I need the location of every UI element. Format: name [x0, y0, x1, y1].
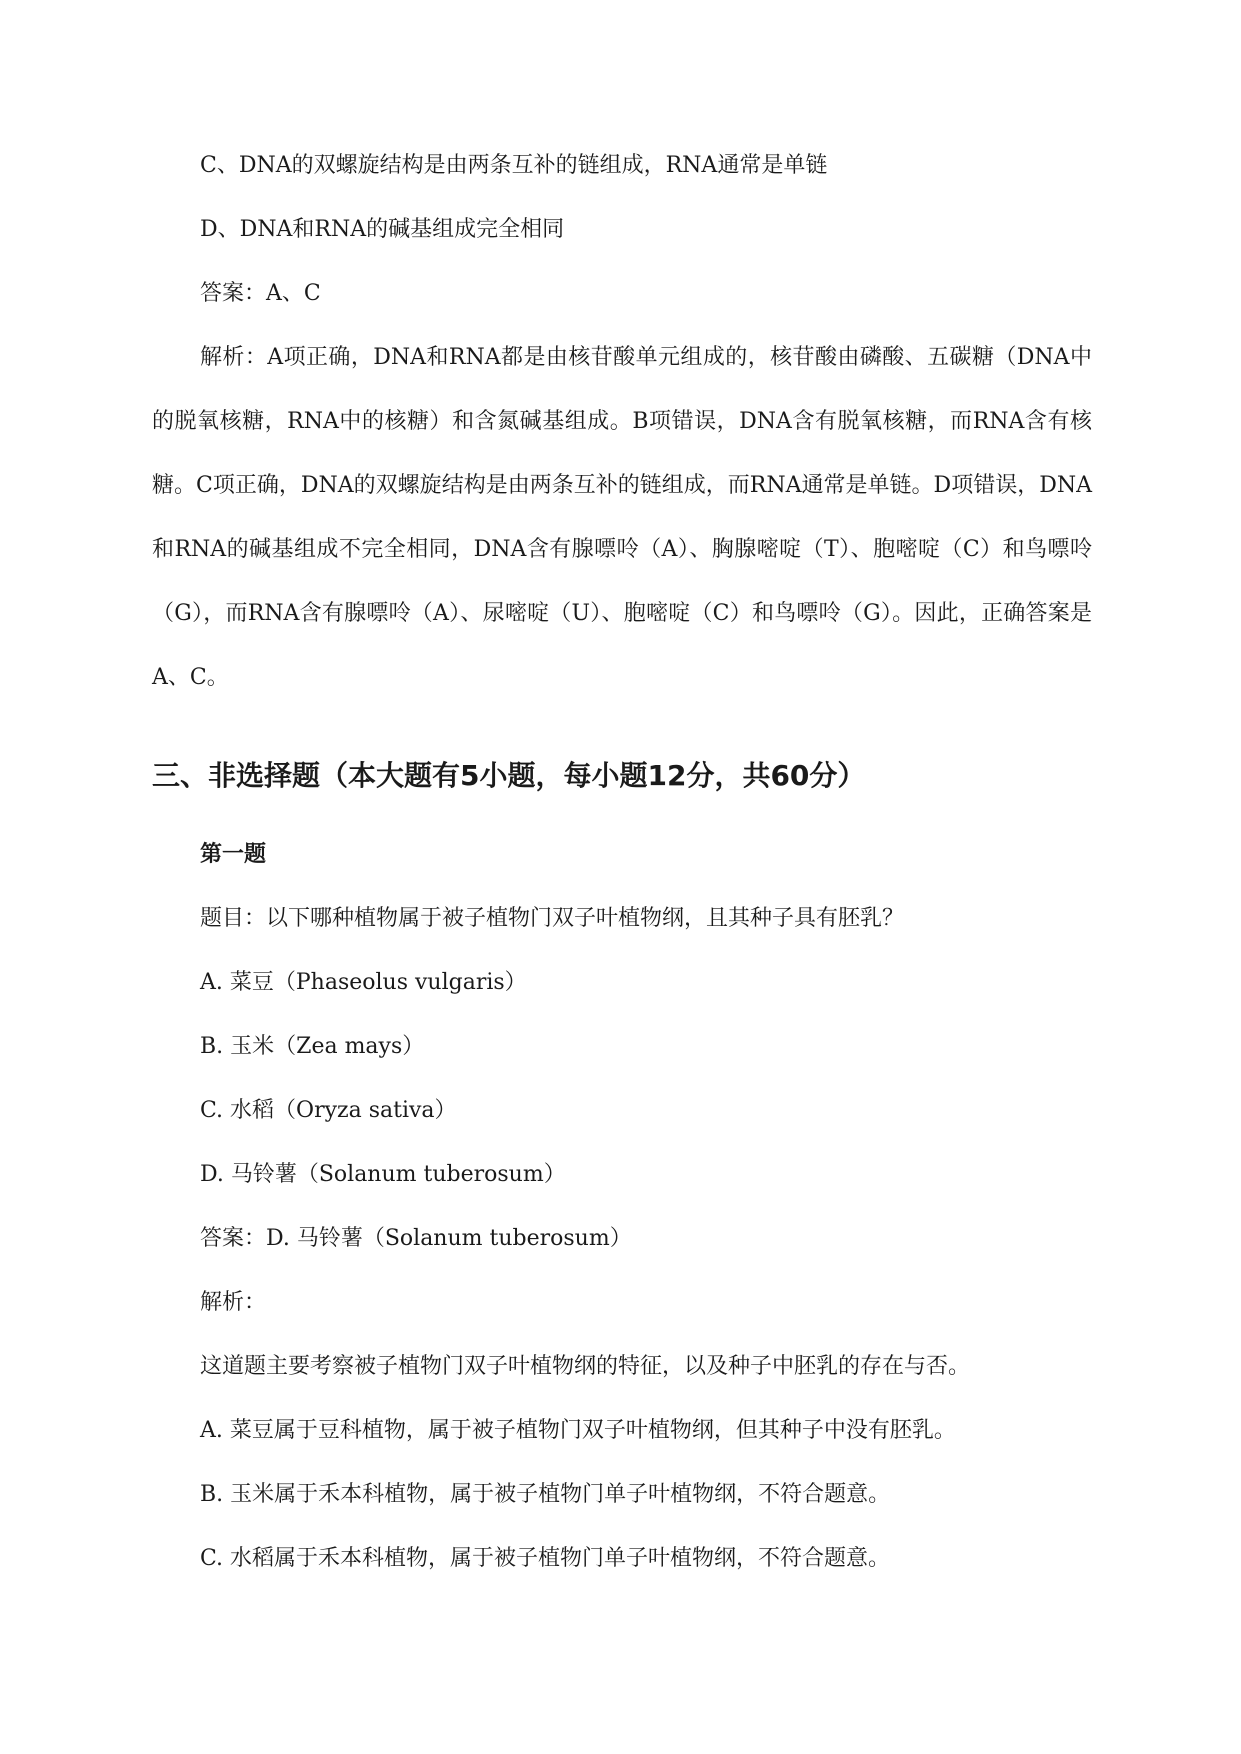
analysis-label: 解析： — [200, 1290, 267, 1315]
question-stem: 题目：以下哪种植物属于被子植物门双子叶植物纲，且其种子具有胚乳？ — [200, 906, 905, 931]
option-d-text: D、DNA和RNA的碱基组成完全相同 — [200, 217, 565, 242]
answer-text: 答案：A、C — [200, 281, 321, 306]
option-a: A. 菜豆（Phaseolus vulgaris） — [200, 970, 527, 995]
question-heading: 第一题 — [200, 842, 267, 867]
analysis-item-b: B. 玉米属于禾本科植物，属于被子植物门单子叶植物纲，不符合题意。 — [200, 1482, 891, 1507]
option-c: C. 水稻（Oryza sativa） — [200, 1098, 457, 1123]
section-title: 三、非选择题（本大题有5小题，每小题12分，共60分） — [152, 759, 866, 792]
explanation-paragraph: 解析：A项正确，DNA和RNA都是由核苷酸单元组成的，核苷酸由磷酸、五碳糖（DNA中的脱氧核糖，RNA中的核糖）和含氮碱基组成。B项错误，DNA含有脱氧核糖，而RNA含有核糖。C项正确，DNA的双螺旋结构是由两条互补的链组成，而RNA通常是单链。D项错误，DNA和RNA的碱基组成不完全相同，DNA含有腺嘌呤（A）、胸腺嘧啶（T）、胞嘧啶（C）和鸟嘌呤（G），而RNA含有腺嘌呤（A）、尿嘧啶（U）、胞嘧啶（C）和鸟嘌呤（G）。因此，正确答案是A、C。 — [152, 345, 1092, 690]
analysis-intro: 这道题主要考察被子植物门双子叶植物纲的特征，以及种子中胚乳的存在与否。 — [200, 1354, 971, 1379]
analysis-item-a: A. 菜豆属于豆科植物，属于被子植物门双子叶植物纲，但其种子中没有胚乳。 — [200, 1418, 956, 1443]
question-answer: 答案：D. 马铃薯（Solanum tuberosum） — [200, 1226, 632, 1251]
analysis-item-c: C. 水稻属于禾本科植物，属于被子植物门单子叶植物纲，不符合题意。 — [200, 1546, 891, 1571]
option-b: B. 玉米（Zea mays） — [200, 1034, 425, 1059]
option-d: D. 马铃薯（Solanum tuberosum） — [200, 1162, 566, 1187]
option-c-text: C、DNA的双螺旋结构是由两条互补的链组成，RNA通常是单链 — [200, 153, 828, 178]
